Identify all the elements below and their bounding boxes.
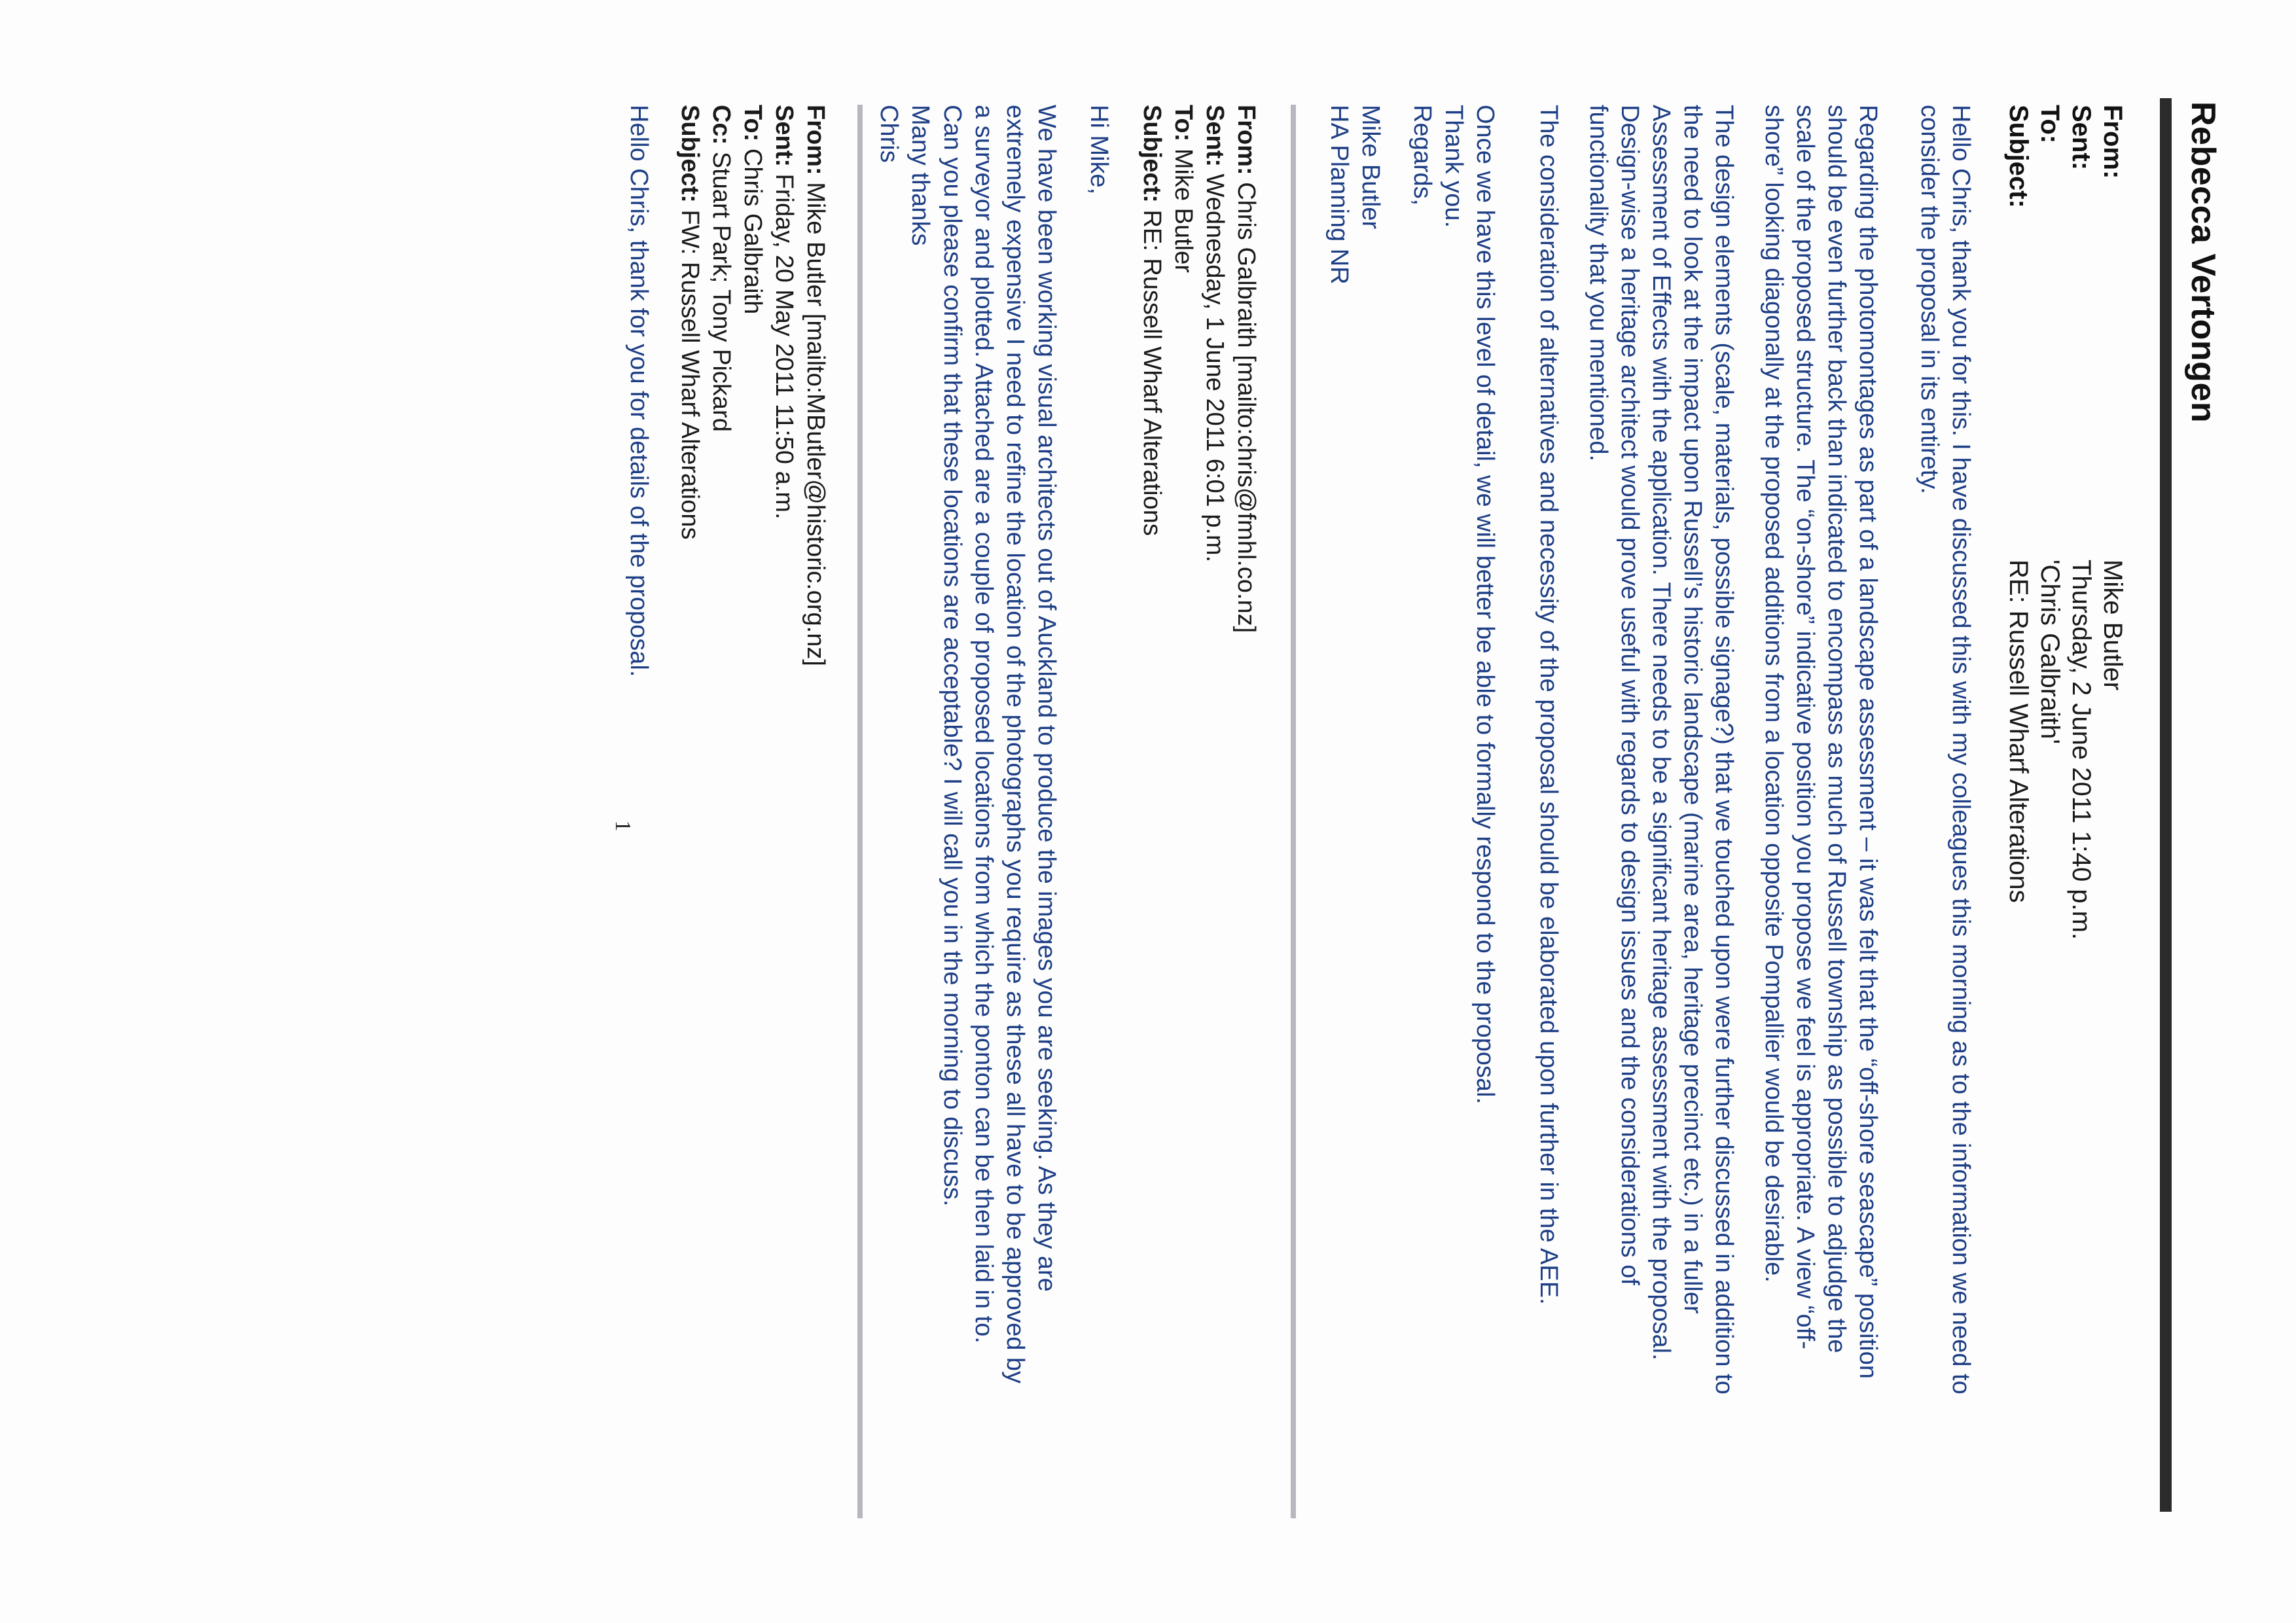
- quoted-subject-line: Subject: RE: Russell Wharf Alterations: [1138, 105, 1166, 536]
- signature-title: HA Planning NR: [1325, 105, 1353, 285]
- reply-paragraph-4: [1533, 105, 1564, 1544]
- text-line: Assessment of Effects with the application. There needs to be a significant heritage assessment with the proposal.: [1647, 105, 1675, 1361]
- from-value: Mike Butler: [2098, 560, 2127, 691]
- quoted-to-line: To: Chris Galbraith: [739, 105, 766, 315]
- text-line: The design elements (scale, materials, possible signage?) that we touched upon were further discussed in addition to: [1710, 105, 1738, 1395]
- sent-label: Sent:: [2067, 105, 2096, 170]
- to-value: 'Chris Galbraith': [2036, 560, 2064, 745]
- text-line: a surveyor and plotted. Attached are a couple of proposed locations from which the ponton can be then laid in to.: [970, 105, 997, 1344]
- text-line: extremely expensive I need to refine the location of the photographs you require as these all have to be approved by: [1001, 105, 1029, 1384]
- quoted-cc-line: Cc: Stuart Park; Tony Pickard: [708, 105, 735, 432]
- text-line: the need to look at the impact upon Russell’s historic landscape (marine area, heritage precinct etc.) in a fuller: [1679, 105, 1706, 1314]
- page-number: 1: [611, 820, 635, 832]
- text-line: Thank you.: [1440, 105, 1467, 228]
- sender-name: Rebecca Vertongen: [2184, 101, 2222, 423]
- text-line: consider the proposal in its entirety.: [1916, 105, 1943, 494]
- reply-signature: [1323, 105, 1386, 890]
- text-line: Regards,: [1408, 105, 1436, 206]
- quoted-from-line: From: Chris Galbraith [mailto:chris@fmhl.co.nz]: [1232, 105, 1260, 633]
- text-line: Once we have this level of detail, we will better be able to formally respond to the proposal.: [1471, 105, 1499, 1105]
- separator-rule: [1291, 105, 1296, 1518]
- quoted-sent-line: Sent: Wednesday, 1 June 2011 6:01 p.m.: [1201, 105, 1229, 563]
- closing-line: Many thanks: [906, 105, 934, 246]
- quoted-subject-line: Subject: FW: Russell Wharf Alterations: [676, 105, 704, 540]
- text-line: Design-wise a heritage architect would prove useful with regards to design issues and the considerations of: [1616, 105, 1643, 1285]
- text-line: shore” looking diagonally at the proposed additions from a location opposite Pompallier would be desirable.: [1760, 105, 1787, 1283]
- quoted-to-line: To: Mike Butler: [1170, 105, 1197, 273]
- quoted-greeting: Hi Mike,: [1085, 105, 1113, 195]
- quoted-sent-line: Sent: Friday, 20 May 2011 11:50 a.m.: [770, 105, 798, 520]
- subject-value: RE: Russell Wharf Alterations: [2004, 560, 2033, 903]
- sent-value: Thursday, 2 June 2011 1:40 p.m.: [2067, 560, 2096, 940]
- text-line: Hello Chris, thank you for this. I have discussed this with my colleagues this morning as to the information we need to: [1947, 105, 1975, 1395]
- signature-name: Mike Butler: [1357, 105, 1384, 230]
- header-rule: [2160, 98, 2172, 1512]
- to-label: To:: [2036, 105, 2064, 144]
- text-line: should be even further back than indicated to encompass as much of Russell township as possible to adjudge the: [1823, 105, 1850, 1353]
- reply-paragraph-1: [1914, 105, 1977, 1544]
- quoted-header-1: [1136, 105, 1262, 1544]
- text-line: scale of the proposed structure. The “on-shore” indicative position you propose we feel is appropriate. A view “off-: [1791, 105, 1819, 1349]
- reply-paragraph-5: [1407, 105, 1501, 1544]
- reply-paragraph-2: [1758, 105, 1884, 1544]
- closing-name: Chris: [875, 105, 903, 163]
- text-line: Can you please confirm that these locations are acceptable? I will call you in the morning to discuss.: [939, 105, 966, 1207]
- separator-rule-2: [857, 105, 863, 1518]
- reply-paragraph-3: [1583, 105, 1740, 1544]
- text-line: functionality that you mentioned.: [1585, 105, 1612, 462]
- quoted-paragraph: [937, 105, 1062, 1558]
- quoted-closing: [873, 105, 936, 890]
- quoted-from-line: From: Mike Butler [mailto:MButler@historic.org.nz]: [802, 105, 829, 666]
- text-line: The consideration of alternatives and necessity of the proposal should be elaborated upon further in the AEE.: [1535, 105, 1562, 1305]
- text-line: Regarding the photomontages as part of a landscape assessment – it was felt that the “off-shore seascape” position: [1854, 105, 1882, 1379]
- quoted-header-2: [674, 105, 831, 1544]
- text-line: Hello Chris, thank for you for details of the proposal.: [625, 105, 653, 677]
- text-line: We have been working visual architects out of Auckland to produce the images you are seeking. As they are: [1033, 105, 1060, 1292]
- subject-label: Subject:: [2004, 105, 2033, 208]
- from-label: From:: [2098, 105, 2127, 179]
